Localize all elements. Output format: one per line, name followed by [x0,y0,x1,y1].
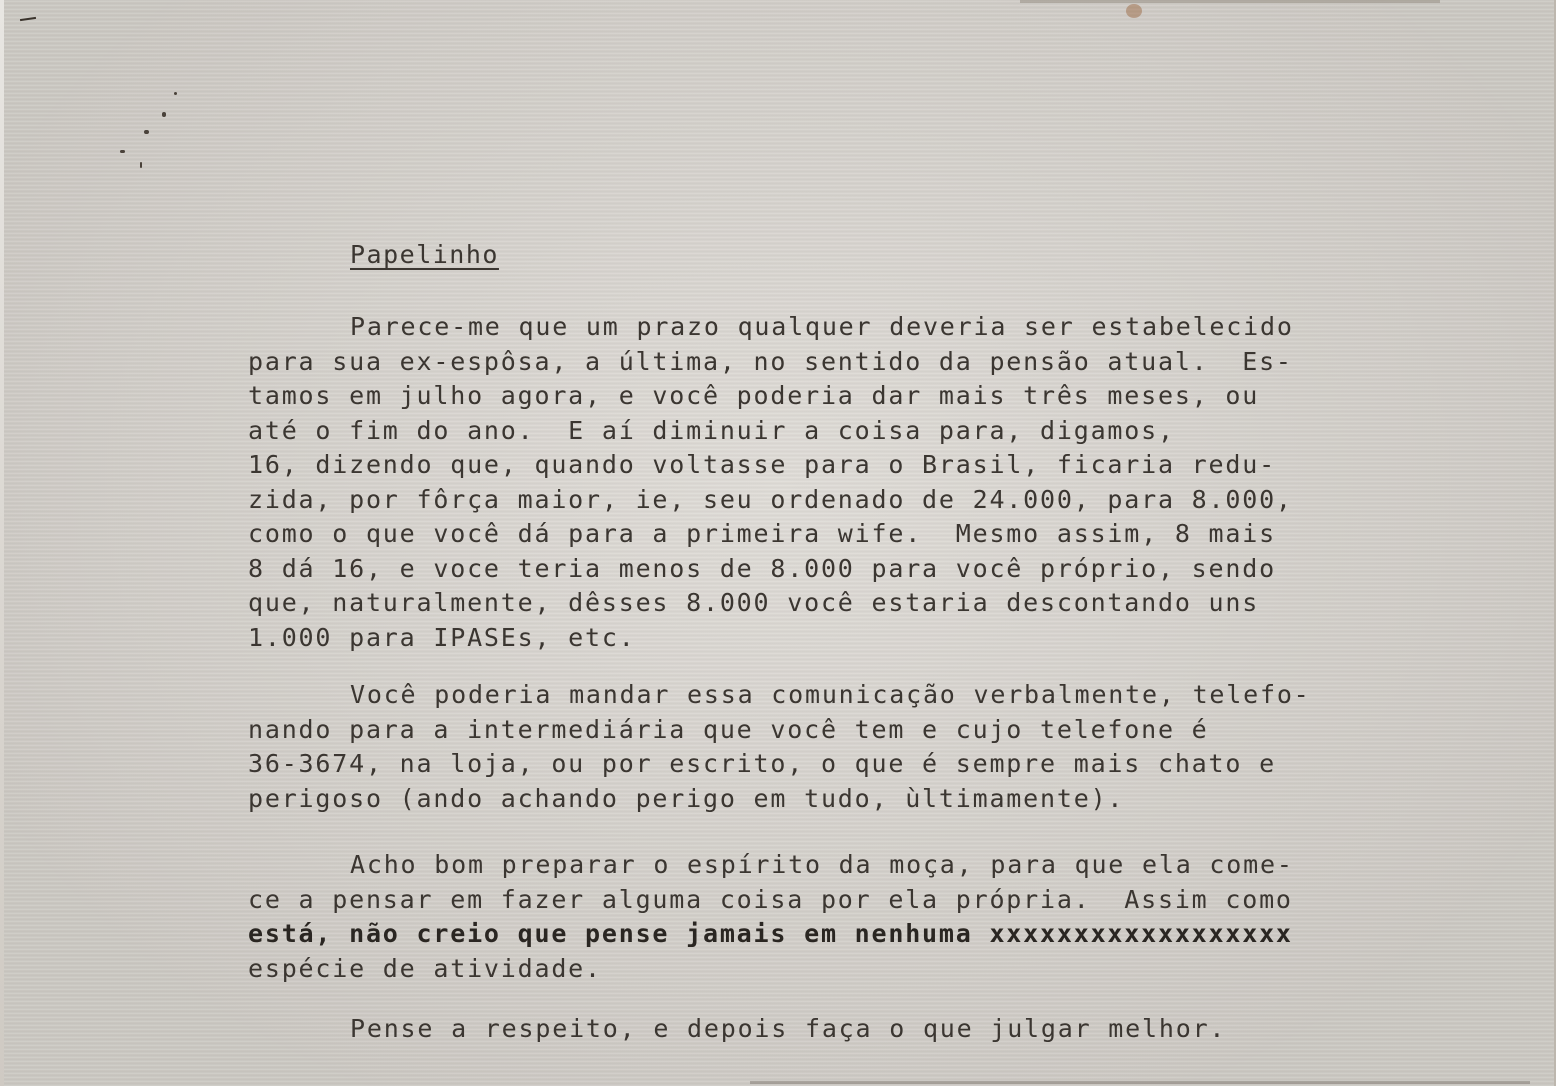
paper-stain [1126,4,1142,18]
text-line: como o que você dá para a primeira wife. Mesmo assim, 8 mais [248,519,1276,548]
document-title: Papelinho [350,240,499,269]
text-line: 16, dizendo que, quando voltasse para o Brasil, ficaria redu- [248,450,1276,479]
text-line: para sua ex-espôsa, a última, no sentido da pensão atual. Es- [248,346,1293,376]
top-edge-mark [1020,0,1440,3]
text-line: zida, por fôrça maior, ie, seu ordenado de 24.000, para 8.000, [248,484,1293,514]
text-line: ce a pensar em fazer alguma coisa por ela própria. Assim como [248,884,1293,914]
text-line: tamos em julho agora, e você poderia dar mais três meses, ou [248,381,1260,410]
bottom-edge-mark [750,1081,1530,1084]
text-line: nando para a intermediária que você tem e cujo telefone é [248,714,1209,744]
paragraph-3 [248,848,1294,986]
corner-ink-mark [20,17,36,21]
paragraph-1 [248,310,1294,655]
text-line: que, naturalmente, dêsses 8.000 você estaria descontando uns [248,588,1260,617]
text-line: está, não creio que pense jamais em nenhuma xxxxxxxxxxxxxxxxxx [248,919,1293,948]
text-line: espécie de atividade. [248,953,602,983]
text-line: até o fim do ano. E aí diminuir a coisa para, digamos, [248,415,1175,445]
text-line: Acho bom preparar o espírito da moça, para que ela come- [350,850,1294,879]
text-line: 8 dá 16, e voce teria menos de 8.000 para você próprio, sendo [248,553,1276,583]
page-left-edge [0,0,4,1086]
text-line: Você poderia mandar essa comunicação verbalmente, telefo- [350,680,1311,709]
paragraph-2 [248,678,1311,816]
paragraph-4 [248,1012,1226,1047]
text-line: Pense a respeito, e depois faça o que julgar melhor. [350,1014,1227,1043]
text-line: perigoso (ando achando perigo em tudo, ùltimamente). [248,783,1125,813]
text-line: 1.000 para IPASEs, etc. [248,622,636,652]
ink-specks [110,80,210,180]
text-line: 36-3674, na loja, ou por escrito, o que é sempre mais chato e [248,749,1276,778]
text-line: Parece-me que um prazo qualquer deveria ser estabelecido [350,312,1294,341]
